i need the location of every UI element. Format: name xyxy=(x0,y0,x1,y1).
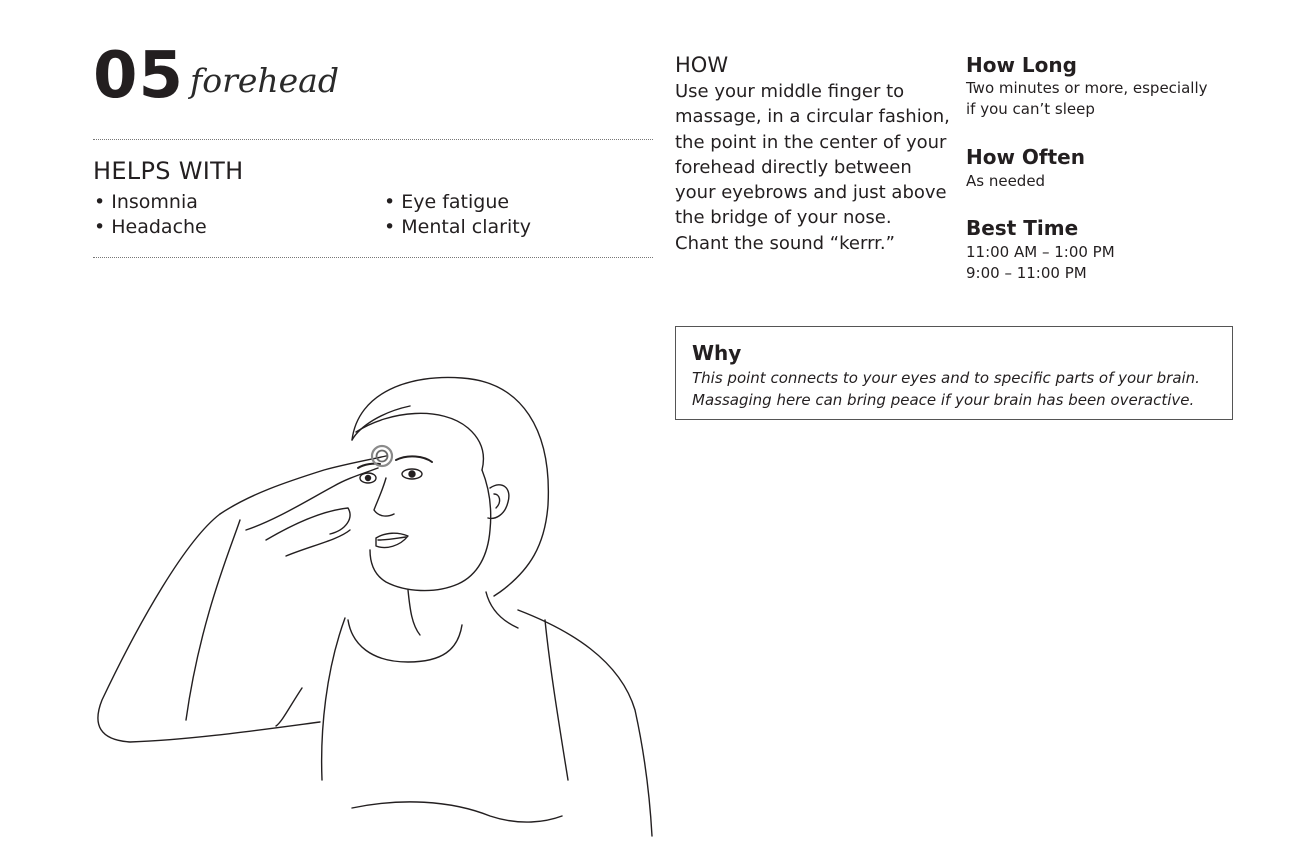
face-outline xyxy=(370,470,491,591)
helps-with-item: • Eye fatigue xyxy=(384,190,531,215)
how-often-text: As needed xyxy=(966,172,1046,190)
how-line: massage, in a circular fashion, xyxy=(675,106,950,128)
lip-line xyxy=(378,537,406,540)
knuckle-line xyxy=(286,530,350,556)
how-long-line: Two minutes or more, especially xyxy=(966,79,1208,97)
why-line: Massaging here can bring peace if your brain has been overactive. xyxy=(692,391,1195,409)
forehead-massage-illustration xyxy=(90,370,660,840)
dotted-divider-bottom xyxy=(93,257,653,258)
right-strap xyxy=(545,620,568,780)
helps-with-list-right xyxy=(384,190,531,240)
neck-left xyxy=(408,590,420,635)
how-long-heading: How Long xyxy=(966,53,1077,77)
best-time-heading: Best Time xyxy=(966,216,1079,240)
hair-outline xyxy=(352,377,548,596)
neck-right xyxy=(486,592,518,628)
dotted-divider-top xyxy=(93,139,653,140)
helps-with-heading: HELPS WITH xyxy=(93,157,244,185)
arm-inner-line xyxy=(186,520,240,720)
raised-arm xyxy=(98,514,320,742)
helps-with-item: • Headache xyxy=(94,215,207,240)
how-line: the point in the center of your xyxy=(675,131,947,153)
helps-with-list-left xyxy=(94,190,207,240)
how-heading: HOW xyxy=(675,53,729,77)
how-long-line: if you can’t sleep xyxy=(966,100,1095,118)
index-finger xyxy=(220,456,386,514)
why-line: This point connects to your eyes and to specific parts of your brain. xyxy=(692,369,1200,387)
right-shoulder xyxy=(518,610,652,836)
how-instructions xyxy=(675,79,950,256)
left-strap xyxy=(322,618,345,780)
right-eyebrow xyxy=(396,456,432,462)
ear-inner xyxy=(494,494,500,508)
right-pupil xyxy=(409,471,415,477)
how-line: forehead directly between xyxy=(675,156,912,178)
why-text xyxy=(692,367,1200,411)
best-time-text xyxy=(966,242,1115,284)
how-line: Use your middle finger to xyxy=(675,81,905,102)
how-line: the bridge of your nose. xyxy=(675,207,892,229)
nose xyxy=(374,478,394,516)
exercise-title: forehead xyxy=(190,61,339,100)
neckline xyxy=(348,620,462,662)
why-box xyxy=(675,326,1233,420)
headband xyxy=(356,413,483,470)
best-time-line: 9:00 – 11:00 PM xyxy=(966,264,1087,282)
how-line: Chant the sound “kerrr.” xyxy=(675,232,895,254)
armpit-line xyxy=(276,688,302,726)
hair-line xyxy=(352,406,410,440)
how-long-text xyxy=(966,78,1208,120)
curled-fingers xyxy=(266,508,350,540)
exercise-number: 05 xyxy=(93,39,185,113)
middle-finger xyxy=(246,468,378,530)
pressure-point-outer xyxy=(372,446,392,466)
left-pupil xyxy=(366,476,371,481)
how-often-heading: How Often xyxy=(966,145,1085,169)
helps-with-item: • Mental clarity xyxy=(384,215,531,240)
chest-line xyxy=(352,802,562,822)
helps-with-item: • Insomnia xyxy=(94,190,207,215)
how-line: your eyebrows and just above xyxy=(675,182,947,204)
best-time-line: 11:00 AM – 1:00 PM xyxy=(966,243,1115,261)
why-heading: Why xyxy=(692,341,742,365)
